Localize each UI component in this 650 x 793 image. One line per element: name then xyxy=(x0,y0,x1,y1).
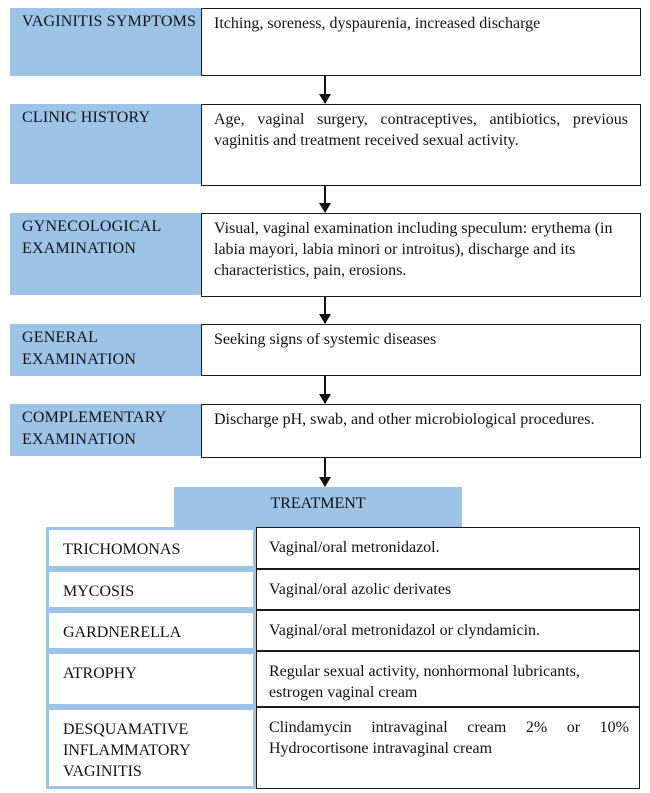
therapy-cell: Vaginal/oral metronidazol or clyndamicin. xyxy=(256,610,640,651)
step-symptoms-content: Itching, soreness, dyspaurenia, increased discharge xyxy=(201,8,641,76)
step-complementary-content: Discharge pH, swab, and other microbiological procedures. xyxy=(201,404,641,458)
step-gynecological-label: GYNECOLOGICAL EXAMINATION xyxy=(10,213,202,295)
step-general-label: GENERAL EXAMINATION xyxy=(10,324,202,376)
treatment-header: TREATMENT xyxy=(174,487,462,527)
condition-cell: TRICHOMONAS xyxy=(46,527,256,569)
therapy-cell: Vaginal/oral metronidazol. xyxy=(256,527,640,569)
treatment-row-atrophy xyxy=(46,651,640,707)
condition-cell: GARDNERELLA xyxy=(46,610,256,651)
step-history-label: CLINIC HISTORY xyxy=(10,104,202,184)
step-history-content: Age, vaginal surgery, contraceptives, antibiotics, previous vaginitis and treatment received sexual activity. xyxy=(201,104,641,186)
treatment-row-gardnerella xyxy=(46,610,640,651)
condition-cell: MYCOSIS xyxy=(46,569,256,610)
therapy-cell: Clindamycin intravaginal cream 2% or 10% Hydrocortisone intravaginal cream xyxy=(256,707,640,789)
flow-arrow xyxy=(324,76,326,103)
treatment-row-desquamative xyxy=(46,707,640,789)
condition-cell: ATROPHY xyxy=(46,651,256,707)
condition-cell: DESQUAMATIVE INFLAMMATORY VAGINITIS xyxy=(46,707,256,789)
step-complementary-label: COMPLEMENTARY EXAMINATION xyxy=(10,404,202,456)
flow-arrow xyxy=(324,458,326,486)
treatment-row-mycosis xyxy=(46,569,640,610)
treatment-table xyxy=(46,527,640,789)
therapy-cell: Vaginal/oral azolic derivates xyxy=(256,569,640,610)
step-general-content: Seeking signs of systemic diseases xyxy=(201,324,641,376)
therapy-cell: Regular sexual activity, nonhormonal lubricants, estrogen vaginal cream xyxy=(256,651,640,707)
treatment-row-trichomonas xyxy=(46,527,640,569)
flow-arrow xyxy=(324,297,326,323)
flow-arrow xyxy=(324,376,326,403)
step-gynecological-content: Visual, vaginal examination including speculum: erythema (in labia mayori, labia minori or introitus), discharge and its characteristics, pain, erosions. xyxy=(201,213,641,297)
step-symptoms-label: VAGINITIS SYMPTOMS xyxy=(10,8,203,76)
flow-arrow xyxy=(324,186,326,212)
